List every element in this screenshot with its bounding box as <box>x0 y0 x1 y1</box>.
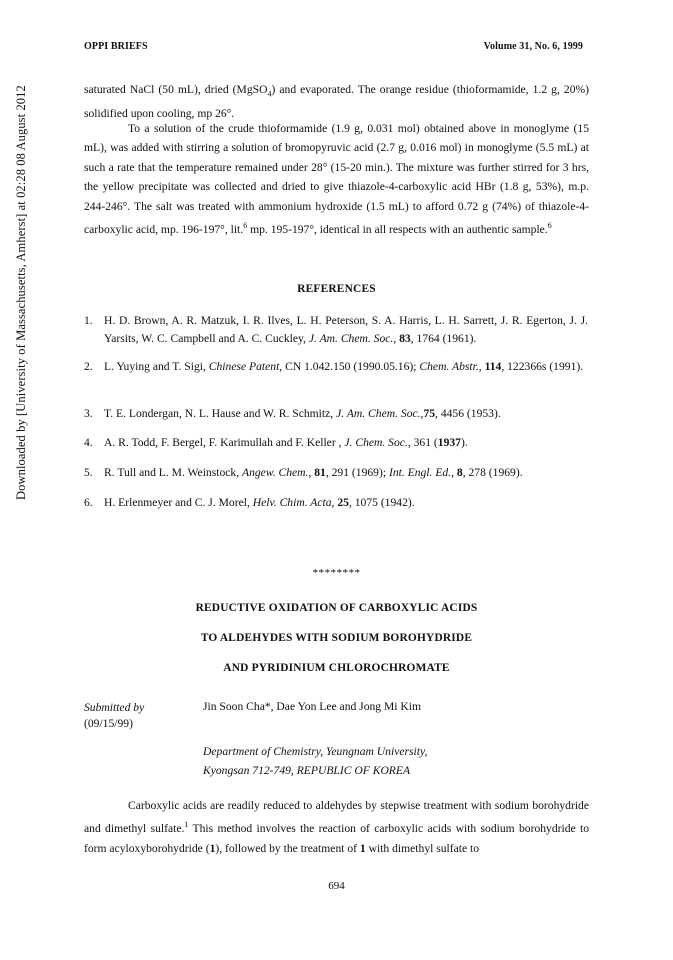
reference-item: 5. R. Tull and L. M. Weinstock, Angew. Chem., 81, 291 (1969); Int. Engl. Ed., 8, 278 (1969). <box>84 466 523 479</box>
introduction-paragraph: Carboxylic acids are readily reduced to aldehydes by stepwise treatment with sodium borohydride and dimethyl sulfate.$^1$ This method involves the reaction of carboxylic acids with sodium borohydride to form acyloxyborohydride (1), followed by the treatment of 1 with dimethyl sulfate to <box>84 799 590 855</box>
reference-item: 4. A. R. Todd, F. Bergel, F. Karimullah and F. Keller , J. Chem. Soc., 361 (1937). <box>84 436 468 449</box>
paragraph-2: To a solution of the crude thioformamide (1.9 g, 0.031 mol) obtained above in monoglyme (15 mL), was added with stirring a solution of bromopyruvic acid (2.7 g, 0.016 mol) in monoglyme (5.5 mL) at such a rate that the temperature remained under 28° (15-20 min.). The mixture was further stirred for 3 hrs, the yellow precipitate was collected and dried to give thiazole-4-carboxylic acid HBr (1.8 g, 53%), m.p. 244-246°. The salt was treated with ammonium hydroxide (1.5 mL) to afford 0.72 g (74%) of thiazole-4-carboxylic acid, mp. 196-197°, lit.$^6$ mp. 195-197°, identical in all respects with an authentic sample.$^6$ <box>84 122 589 236</box>
running-header-left: OPPI BRIEFS <box>84 41 148 52</box>
reference-item: 1. H. D. Brown, A. R. Matzuk, I. R. Ilves, L. H. Peterson, S. A. Harris, L. H. Sarrett, J. R. Egerton, J. J. Yarsits, W. C. Campbell and A. C. Cuckley, J. Am. Chem. Soc., 83, 1764 (1961). <box>84 314 588 345</box>
page-number: 694 <box>328 880 345 892</box>
article-title-line-2: TO ALDEHYDES WITH SODIUM BOROHYDRIDE <box>200 632 473 644</box>
reference-item: 2. L. Yuying and T. Sigi, Chinese Patent, CN 1.042.150 (1990.05.16); Chem. Abstr., 114, 122366s (1991). <box>84 360 584 373</box>
paragraph-1: saturated NaCl (50 mL), dried (MgSO$_4$) and evaporated. The orange residue (thioformamide, 1.2 g, 20%) solidified upon cooling, mp 26°. <box>84 83 590 120</box>
references-heading: REFERENCES <box>297 283 376 295</box>
affiliation-line-1: Department of Chemistry, Yeungnam University, <box>203 745 428 758</box>
author-list: Jin Soon Cha*, Dae Yon Lee and Jong Mi Kim <box>203 700 422 713</box>
article-title-line-3: AND PYRIDINIUM CHLOROCHROMATE <box>223 662 450 674</box>
section-separator: ******** <box>312 567 361 579</box>
download-watermark: Downloaded by [University of Massachusetts, Amherst] at 02:28 08 August 2012 <box>14 85 28 500</box>
reference-item: 6. H. Erlenmeyer and C. J. Morel, Helv. Chim. Acta, 25, 1075 (1942). <box>84 496 415 509</box>
affiliation-line-2: Kyongsan 712-749, REPUBLIC OF KOREA <box>203 764 411 777</box>
submitted-date: (09/15/99) <box>84 717 133 730</box>
article-title-line-1: REDUCTIVE OXIDATION OF CARBOXYLIC ACIDS <box>195 602 478 614</box>
submitted-by-label: Submitted by <box>84 701 145 714</box>
affiliation <box>203 742 427 780</box>
running-header-right: Volume 31, No. 6, 1999 <box>483 41 583 52</box>
reference-item: 3. T. E. Londergan, N. L. Hause and W. R. Schmitz, J. Am. Chem. Soc.,75, 4456 (1953). <box>84 407 501 420</box>
